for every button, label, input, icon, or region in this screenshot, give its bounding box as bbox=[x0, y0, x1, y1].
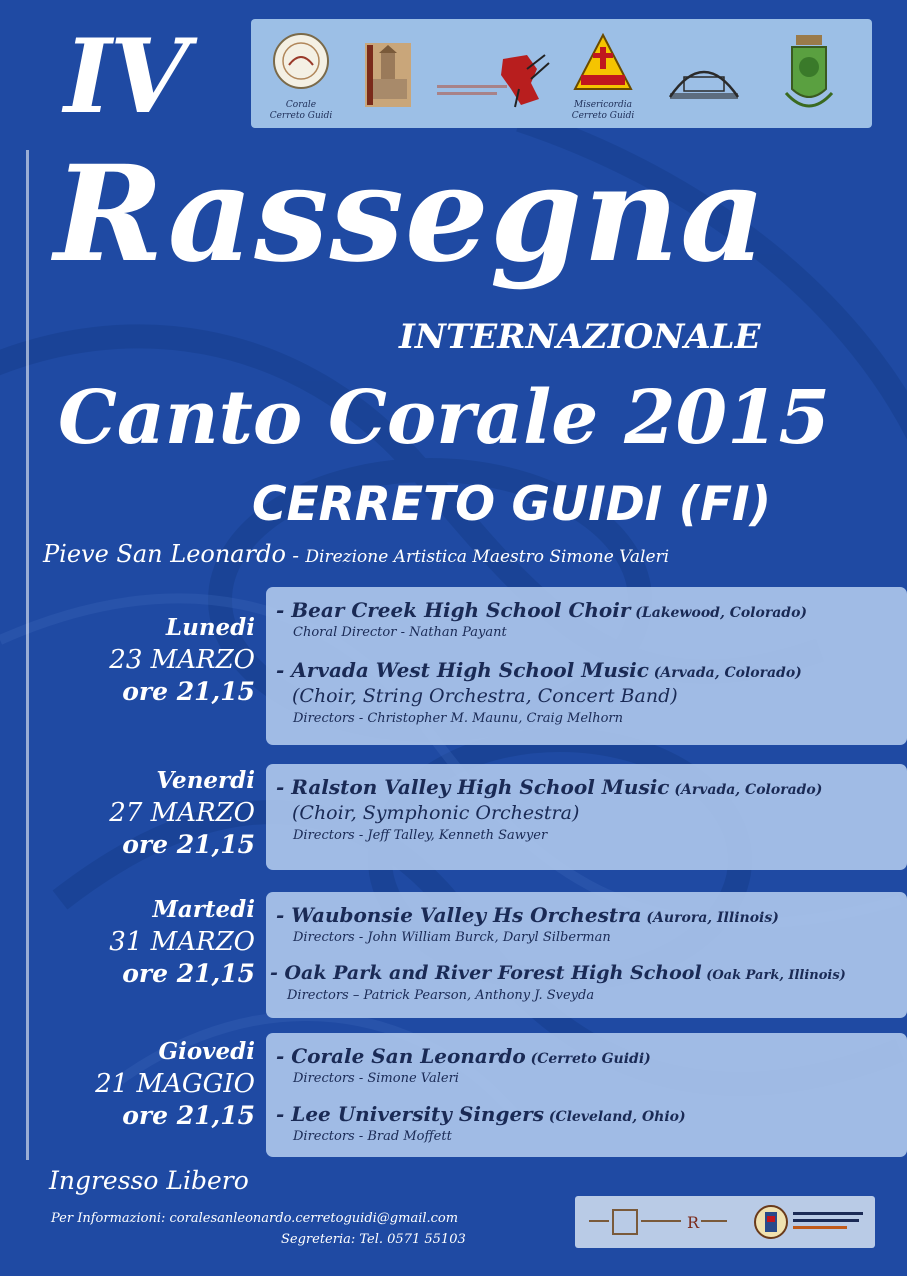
act-location: (Cleveland, Ohio) bbox=[543, 1109, 686, 1125]
logo-caption-4: Cerreto Guidi bbox=[571, 111, 635, 121]
contact-email[interactable]: coralesanleonardo.cerretoguidi@gmail.com bbox=[169, 1211, 459, 1226]
concert-date: 27 MARZO bbox=[109, 798, 255, 828]
concert-date: 21 MAGGIO bbox=[95, 1069, 255, 1099]
concert-day: Giovedi bbox=[158, 1038, 255, 1065]
date-block-2 bbox=[40, 765, 255, 861]
subtitle-separator: - bbox=[285, 543, 306, 567]
act-location: (Aurora, Illinois) bbox=[641, 910, 779, 926]
act-item bbox=[270, 960, 901, 1006]
act-item bbox=[276, 774, 901, 846]
title-internazionale: INTERNAZIONALE bbox=[399, 317, 761, 357]
edition-number: IV bbox=[64, 17, 187, 137]
sponsor-logo-strip bbox=[251, 19, 872, 128]
date-block-3 bbox=[40, 894, 255, 990]
misericordie-shield-icon bbox=[567, 19, 639, 128]
act-name: - Ralston Valley High School Music bbox=[276, 775, 670, 799]
concert-day: Venerdi bbox=[156, 767, 255, 794]
secretariat-phone: Segreteria: Tel. 0571 55103 bbox=[281, 1232, 466, 1247]
svg-text:R: R bbox=[687, 1213, 700, 1232]
program-panel-2 bbox=[266, 764, 907, 870]
act-directors: Directors - Simone Valeri bbox=[293, 1071, 459, 1086]
date-block-1 bbox=[40, 612, 255, 708]
act-directors: Directors - Jeff Talley, Kenneth Sawyer bbox=[293, 828, 548, 843]
act-directors: Directors – Patrick Pearson, Anthony J. Sveyda bbox=[287, 988, 595, 1003]
act-directors: Directors - Christopher M. Maunu, Craig Melhorn bbox=[293, 711, 624, 726]
concert-date: 23 MARZO bbox=[109, 645, 255, 675]
venue: Pieve San Leonardo bbox=[43, 540, 286, 568]
lions-club-icon bbox=[589, 1206, 729, 1242]
act-directors: Directors - Brad Moffett bbox=[293, 1129, 452, 1144]
act-name: - Arvada West High School Music bbox=[276, 658, 649, 682]
date-block-4 bbox=[40, 1036, 255, 1132]
act-name: - Lee University Singers bbox=[276, 1102, 544, 1126]
act-item bbox=[276, 902, 901, 948]
left-rule bbox=[26, 150, 29, 1160]
church-tower-icon bbox=[365, 19, 411, 128]
program-panel-3 bbox=[266, 892, 907, 1018]
program-panel-1 bbox=[266, 587, 907, 745]
concert-time: ore 21,15 bbox=[122, 830, 255, 859]
concert-time: ore 21,15 bbox=[122, 677, 255, 706]
act-item bbox=[276, 597, 901, 643]
concert-date: 31 MARZO bbox=[109, 927, 255, 957]
concert-time: ore 21,15 bbox=[122, 959, 255, 988]
act-location: (Cerreto Guidi) bbox=[525, 1051, 651, 1067]
act-name: - Bear Creek High School Choir bbox=[276, 598, 631, 622]
act-directors: Choral Director - Nathan Payant bbox=[293, 625, 507, 640]
act-name: - Corale San Leonardo bbox=[276, 1044, 526, 1068]
concert-time: ore 21,15 bbox=[122, 1101, 255, 1130]
act-item bbox=[276, 1101, 901, 1147]
act-item bbox=[276, 657, 901, 729]
act-directors: Directors - John William Burck, Daryl Silberman bbox=[293, 930, 611, 945]
free-entry: Ingresso Libero bbox=[49, 1166, 249, 1195]
logo-caption-2: Cerreto Guidi bbox=[269, 111, 333, 121]
title-rassegna: Rassegna bbox=[54, 137, 767, 292]
act-ensemble: (Choir, String Orchestra, Concert Band) bbox=[292, 685, 678, 707]
program-panel-4 bbox=[266, 1033, 907, 1157]
artistic-direction: Direzione Artistica Maestro Simone Valeri bbox=[305, 547, 670, 567]
title-canto-corale: Canto Corale 2015 bbox=[58, 375, 831, 461]
footer-sponsor-strip bbox=[575, 1196, 875, 1248]
act-item bbox=[276, 1043, 901, 1089]
info-label: Per Informazioni: bbox=[51, 1211, 170, 1226]
act-location: (Lakewood, Colorado) bbox=[630, 605, 808, 621]
subtitle bbox=[43, 540, 669, 568]
act-location: (Arvada, Colorado) bbox=[669, 782, 823, 798]
act-name: - Waubonsie Valley Hs Orchestra bbox=[276, 903, 642, 927]
town-crest-icon bbox=[779, 19, 839, 128]
act-ensemble: (Choir, Symphonic Orchestra) bbox=[292, 802, 580, 824]
logo-caption-1: Corale bbox=[285, 100, 317, 110]
tuscany-map-icon bbox=[495, 19, 555, 128]
bank-shield-icon bbox=[753, 1202, 869, 1246]
concert-day: Lunedi bbox=[165, 614, 255, 641]
villa-medicea-icon bbox=[661, 19, 747, 128]
title-place: CERRETO GUIDI (FI) bbox=[252, 477, 772, 532]
act-location: (Arvada, Colorado) bbox=[648, 665, 802, 681]
info-line bbox=[51, 1210, 458, 1228]
concert-day: Martedi bbox=[152, 896, 255, 923]
act-name: - Oak Park and River Forest High School bbox=[270, 962, 702, 984]
act-location: (Oak Park, Illinois) bbox=[701, 968, 846, 983]
logo-caption-3: Misericordia bbox=[574, 100, 632, 110]
corale-seal-icon bbox=[261, 19, 341, 128]
